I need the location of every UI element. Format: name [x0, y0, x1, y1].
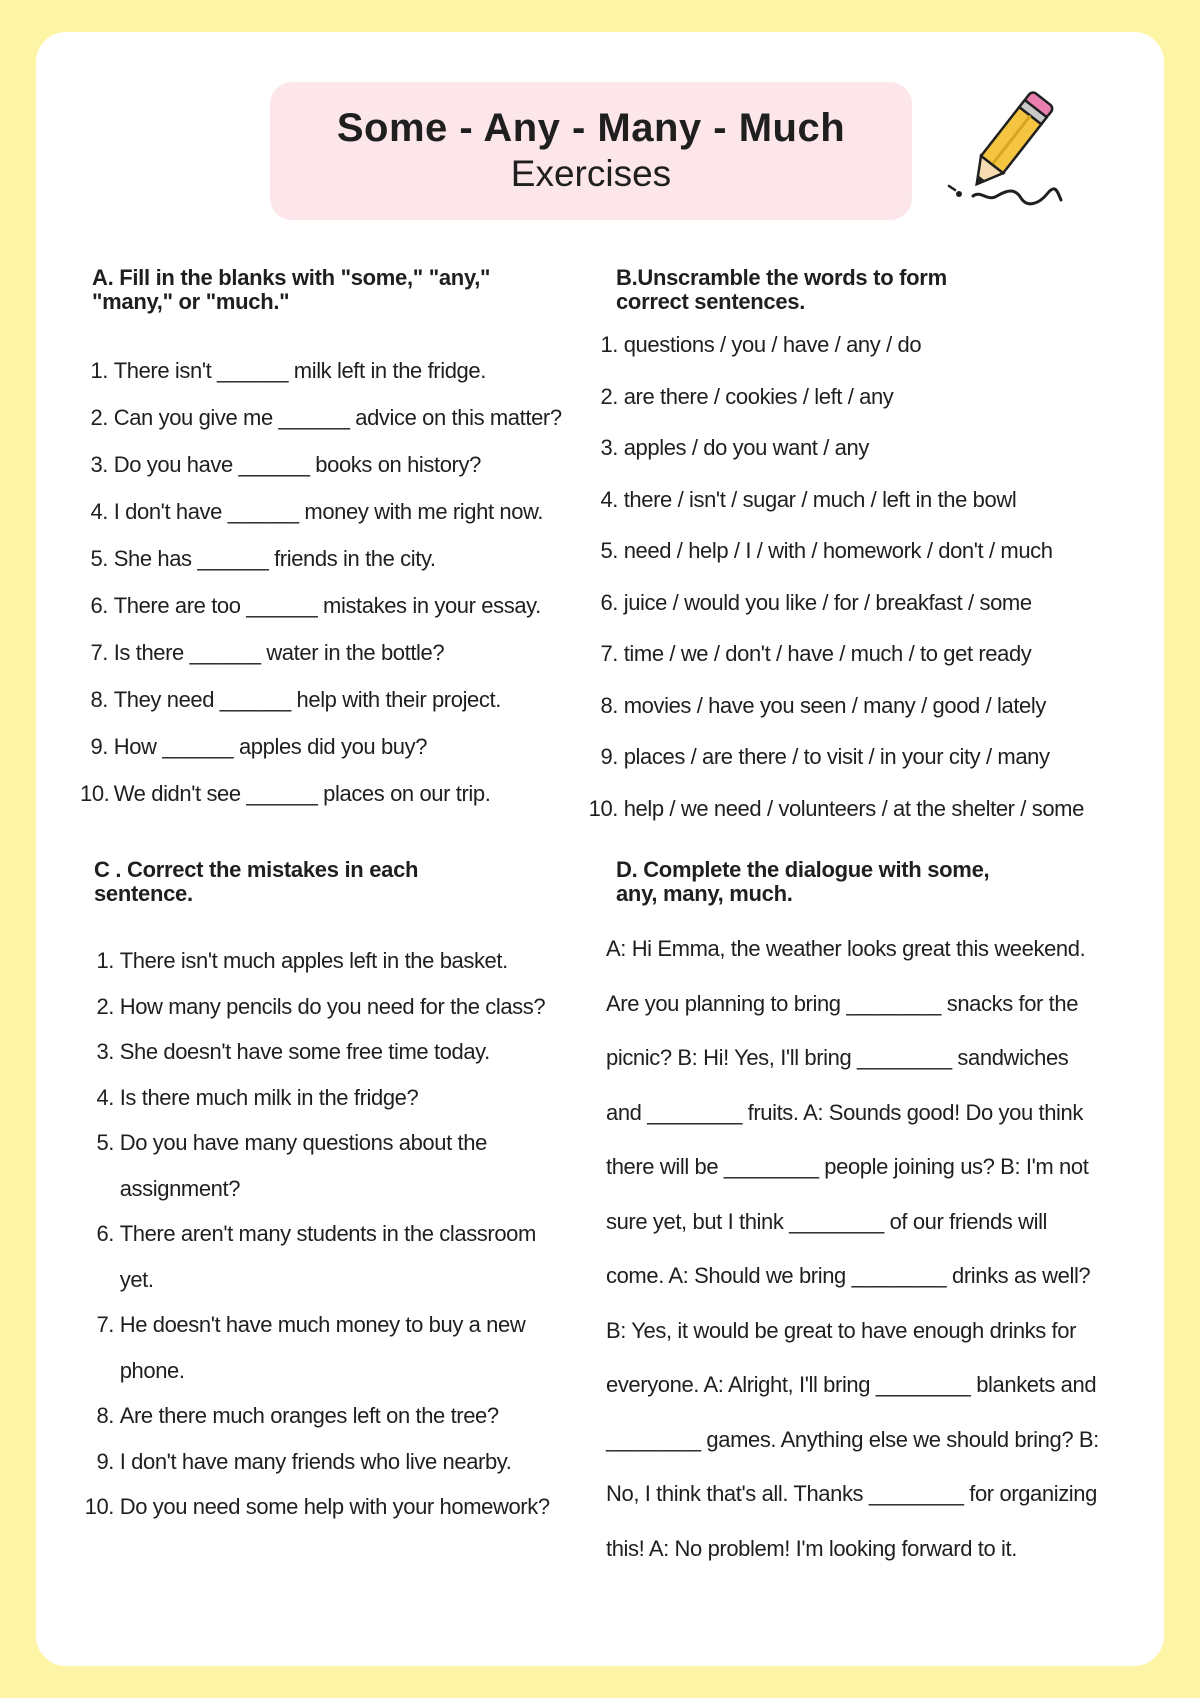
- section-c-heading: C . Correct the mistakes in each sentence.: [94, 857, 419, 906]
- list-item: 1. There isn't ______ milk left in the fridge.: [90, 358, 486, 383]
- list-item: 8. movies / have you seen / many / good / lately: [600, 692, 1046, 718]
- list-item: 2. Can you give me ______ advice on this matter?: [90, 405, 562, 430]
- dialogue-text: A: Hi Emma, the weather looks great this weekend. Are you planning to bring ________ snacks for the picnic? B: Hi! Yes, I'll bring ________ sandwiches and ________ fruits. A: Sounds good! Do you think there will be ________ people joining us? B: I'm not sure yet, but I think ________ of our friends will come. A: Should we bring ________ drinks as well? B: Yes, it would be great to have enough drinks for everyone. A: Alright, I'll bring ________ blankets and ________ games. Anything else we should bring? B: No, I think that's all. Thanks ________ for organizing this! A: No problem! I'm looking forward to it.: [606, 936, 1099, 1561]
- pencil-icon: [935, 78, 1070, 218]
- section-a-heading: A. Fill in the blanks with "some," "any," "many," or "much.": [92, 265, 491, 314]
- list-item: 6. There aren't many students in the classroom yet.: [96, 1221, 536, 1292]
- list-item: 5. She has ______ friends in the city.: [90, 546, 436, 571]
- list-item: 4. Is there much milk in the fridge?: [96, 1084, 419, 1110]
- list-item: 7. Is there ______ water in the bottle?: [90, 640, 445, 665]
- list-item: 6. There are too ______ mistakes in your essay.: [90, 593, 541, 618]
- section-b-heading: B.Unscramble the words to form correct sentences.: [616, 265, 947, 314]
- list-item: 6. juice / would you like / for / breakfast / some: [600, 589, 1032, 615]
- list-item: 3. She doesn't have some free time today.: [96, 1039, 490, 1064]
- section-c-list: [80, 938, 570, 1530]
- page-title: Some - Any - Many - Much: [336, 106, 846, 150]
- list-item: 4. I don't have ______ money with me right now.: [90, 499, 544, 524]
- list-item: 2. How many pencils do you need for the class?: [96, 993, 546, 1019]
- list-item: 2. are there / cookies / left / any: [600, 383, 894, 409]
- section-b-list: [586, 330, 1146, 845]
- list-item: 10. We didn't see ______ places on our trip.: [80, 781, 491, 806]
- list-item: 3. Do you have ______ books on history?: [90, 452, 481, 477]
- list-item: 7. time / we / don't / have / much / to get ready: [600, 641, 1032, 666]
- page-subtitle: Exercises: [510, 153, 672, 194]
- list-item: 1. There isn't much apples left in the basket.: [96, 948, 508, 973]
- list-item: 10. help / we need / volunteers / at the shelter / some: [588, 795, 1084, 821]
- list-item: 5. need / help / I / with / homework / don't / much: [600, 538, 1053, 563]
- list-item: 5. Do you have many questions about the assignment?: [96, 1130, 487, 1201]
- list-item: 9. places / are there / to visit / in your city / many: [600, 744, 1050, 769]
- list-item: 1. questions / you / have / any / do: [600, 332, 922, 357]
- list-item: 8. They need ______ help with their project.: [90, 687, 501, 712]
- section-d-heading: D. Complete the dialogue with some, any, many, much.: [616, 857, 990, 906]
- list-item: 9. I don't have many friends who live nearby.: [96, 1448, 512, 1474]
- title-banner: [270, 82, 912, 220]
- section-a-list: [80, 356, 580, 826]
- list-item: 8. Are there much oranges left on the tree?: [96, 1403, 499, 1428]
- list-item: 4. there / isn't / sugar / much / left in the bowl: [600, 486, 1017, 512]
- list-item: 7. He doesn't have much money to buy a new phone.: [96, 1312, 526, 1383]
- list-item: 9. How ______ apples did you buy?: [90, 734, 428, 759]
- list-item: 10. Do you need some help with your homework?: [84, 1494, 550, 1519]
- list-item: 3. apples / do you want / any: [600, 435, 869, 460]
